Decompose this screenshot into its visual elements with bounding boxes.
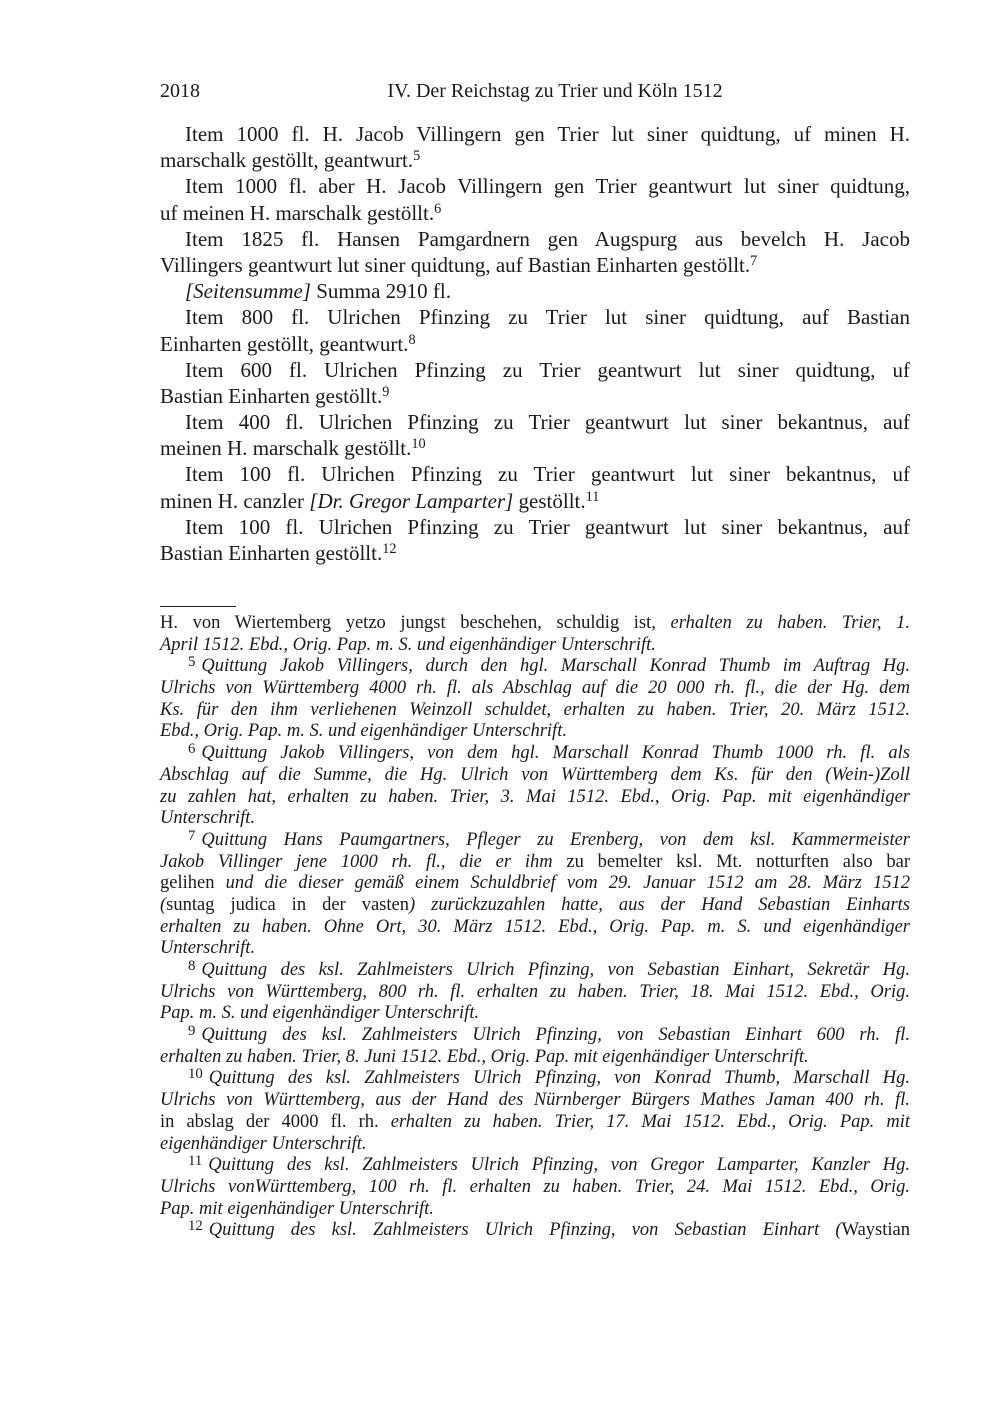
footnote [160, 1022, 910, 1068]
text: Item 1000 fl. aber H. Jacob Villingern gen Trier geantwurt lut siner quidtung, [185, 174, 910, 199]
italic-text: Ks. für den ihm verliehenen Weinzoll schuldet, erhalten zu haben. Trier, 20. März 1512. [160, 699, 910, 720]
text-line [160, 917, 910, 939]
text-line [160, 740, 910, 765]
text-line [160, 488, 910, 514]
footnote-reference: 7 [750, 252, 758, 269]
italic-text: Jakob Villinger jene 1000 rh. fl., die er ihm [160, 851, 553, 872]
footnote-rule [160, 606, 236, 607]
text-line [160, 873, 910, 895]
italic-text: zu zahlen hat, erhalten zu haben. Trier, 3. Mai 1512. Ebd., Orig. Pap. mit eigenhändiger [160, 786, 910, 807]
footnote [160, 1155, 910, 1220]
text-line [160, 1068, 910, 1090]
text: in abslag der 4000 fl. rh. [160, 1111, 391, 1132]
footnote [160, 656, 910, 743]
text-line [160, 226, 910, 252]
italic-text: erhalten zu haben. Trier, 17. Mai 1512. Ebd., Orig. Pap. mit [390, 1111, 910, 1132]
text: zu bemelter ksl. Mt. notturften also bar [552, 851, 910, 872]
footnote-reference: 10 [411, 436, 426, 453]
text-line [160, 200, 910, 226]
text: Waystian [841, 1220, 910, 1241]
italic-text: [Dr. Gregor Lamparter] [309, 488, 514, 513]
italic-text: eigenhändiger Unterschrift. [160, 1133, 367, 1154]
italic-text: erhalten zu haben. Trier, 8. Juni 1512. Ebd., Orig. Pap. mit eigenhändiger Unterschrift. [160, 1046, 809, 1067]
text-line [160, 957, 910, 982]
italic-text: Quittung Jakob Villingers, durch den hgl. Marschall Konrad Thumb im Auftrag Hg. [201, 656, 910, 677]
paragraph [160, 173, 910, 225]
text-line [160, 635, 910, 657]
footnote-number: 10 [188, 1066, 203, 1083]
paragraph [160, 357, 910, 409]
text-line [160, 1220, 910, 1242]
paragraph [160, 278, 910, 304]
italic-text: Abschlag auf die Summe, die Hg. Ulrich von Württemberg dem Ks. für den (Wein-)Zoll [160, 764, 910, 785]
text-line [160, 514, 910, 540]
italic-text: Quittung des ksl. Zahlmeisters Ulrich Pfinzing, von Sebastian Einhart ( [208, 1220, 842, 1241]
running-title: IV. Der Reichstag zu Trier und Köln 1512 [387, 80, 723, 102]
footnote-reference: 6 [434, 200, 442, 217]
italic-text: Pap. m. S. und eigenhändiger Unterschrift. [160, 1003, 480, 1024]
text: Summa 2910 fl. [310, 279, 451, 304]
text-line [160, 787, 910, 809]
text: Item 100 fl. Ulrichen Pfinzing zu Trier geantwurt lut siner bekantnus, uf [185, 462, 910, 487]
text-line [160, 613, 910, 635]
text-line [160, 1090, 910, 1112]
italic-text: Quittung Hans Paumgartners, Pfleger zu Erenberg, von dem ksl. Kammermeister [201, 829, 910, 850]
text-line [160, 656, 910, 678]
text: minen H. canzler [160, 488, 310, 513]
footnote-reference: 5 [413, 148, 421, 165]
footnote-number: 8 [188, 957, 196, 974]
text-line [160, 278, 910, 304]
paragraph [160, 409, 910, 461]
italic-text: Quittung des ksl. Zahlmeisters Ulrich Pfinzing, von Konrad Thumb, Marschall Hg. [208, 1068, 910, 1089]
text-line [160, 1155, 910, 1177]
text-line [160, 147, 910, 173]
paragraph [160, 226, 910, 278]
footnote-reference: 9 [382, 383, 390, 400]
text: Villingers geantwurt lut siner quidtung, auf Bastian Einharten gestöllt. [160, 252, 751, 277]
italic-text: Ulrichs vonWürttemberg, 100 rh. fl. erhalten zu haben. Trier, 24. Mai 1512. Ebd., Orig. [160, 1176, 910, 1197]
text: Item 600 fl. Ulrichen Pfinzing zu Trier geantwurt lut siner quidtung, uf [185, 357, 910, 382]
italic-text: Quittung Jakob Villingers, von dem hgl. Marschall Konrad Thumb 1000 rh. fl. als [201, 743, 910, 764]
text: Item 400 fl. Ulrichen Pfinzing zu Trier geantwurt lut siner bekantnus, auf [185, 410, 910, 435]
text: Item 1000 fl. H. Jacob Villingern gen Trier lut siner quidtung, uf minen H. [185, 122, 910, 146]
text: Einharten gestöllt, geantwurt. [160, 331, 409, 356]
text-line [160, 304, 910, 330]
text-line [160, 173, 910, 199]
text: gelihen [160, 873, 226, 894]
text: uf meinen H. marschalk gestöllt. [160, 200, 435, 225]
italic-text: Unterschrift. [160, 808, 256, 829]
italic-text: April 1512. Ebd., Orig. Pap. m. S. und eigenhändiger Unterschrift. [160, 634, 656, 655]
text: Item 800 fl. Ulrichen Pfinzing zu Trier lut siner quidtung, auf Bastian [185, 305, 910, 330]
text-line [160, 765, 910, 787]
footnotes [160, 613, 910, 1242]
text-line [160, 331, 910, 357]
text-line [160, 721, 910, 743]
text: Bastian Einharten gestöllt. [160, 541, 383, 565]
paragraph [160, 304, 910, 356]
text-line [160, 540, 910, 566]
text: Bastian Einharten gestöllt. [160, 383, 383, 408]
italic-text: Pap. mit eigenhändiger Unterschrift. [160, 1198, 434, 1219]
text-line [160, 252, 910, 278]
footnote-reference: 12 [382, 540, 397, 557]
italic-text: Unterschrift. [160, 938, 256, 959]
italic-text: [Seitensumme] [185, 279, 311, 304]
italic-text: erhalten zu haben. Ohne Ort, 30. März 1512. Ebd., Orig. Pap. m. S. und eigenhändiger [160, 916, 910, 937]
italic-text: Ebd., Orig. Pap. m. S. und eigenhändiger Unterschrift. [160, 721, 567, 742]
text-line [160, 121, 910, 147]
italic-text: Quittung des ksl. Zahlmeisters Ulrich Pfinzing, von Sebastian Einhart 600 rh. fl. [201, 1025, 910, 1046]
text-line [160, 1022, 910, 1047]
text-line [160, 678, 910, 700]
footnote-reference: 11 [585, 488, 600, 505]
italic-text: ( [160, 894, 167, 915]
main-text [160, 121, 910, 566]
text-line [160, 1177, 910, 1199]
footnote-number: 9 [188, 1022, 196, 1039]
footnote-number: 12 [188, 1218, 203, 1235]
text-line [160, 1134, 910, 1156]
italic-text: , erhalten zu haben. Trier, 1. [651, 613, 910, 633]
text-line [160, 895, 910, 917]
footnote [160, 1220, 910, 1242]
text: marschalk gestöllt, geantwurt. [160, 148, 414, 173]
text-line [160, 1112, 910, 1134]
italic-text: Ulrichs von Württemberg 4000 rh. fl. als Abschlag auf die 20 000 rh. fl., die der Hg. dem [160, 678, 910, 699]
italic-text: Quittung des ksl. Zahlmeisters Ulrich Pfinzing, von Gregor Lamparter, Kanzler Hg. [208, 1155, 910, 1176]
footnote-number: 11 [188, 1153, 203, 1170]
text-line [160, 461, 910, 487]
text: gestöllt. [513, 488, 586, 513]
text-line [160, 383, 910, 409]
footnote-reference: 8 [408, 331, 416, 348]
text-line [160, 827, 910, 852]
paragraph [160, 514, 910, 566]
footnote [160, 740, 910, 830]
italic-text: Ulrichs von Württemberg, 800 rh. fl. erhalten zu haben. Trier, 18. Mai 1512. Ebd., Orig. [160, 981, 910, 1002]
footnote [160, 957, 910, 1025]
footnote [160, 827, 911, 960]
italic-text: Quittung des ksl. Zahlmeisters Ulrich Pfinzing, von Sebastian Einhart, Sekretär Hg. [201, 960, 910, 980]
page-number: 2018 [160, 80, 200, 102]
italic-text: und die dieser gemäß einem Schuldbrief vom 29. Januar 1512 am 28. März 1512 [225, 873, 911, 894]
text-line [160, 435, 910, 461]
text-line [160, 1199, 910, 1221]
footnote-number: 5 [188, 654, 196, 671]
italic-text: ) zurückzuzahlen hatte, aus der Hand Sebastian Einharts [408, 894, 910, 915]
text-line [160, 409, 910, 435]
paragraph [160, 121, 910, 173]
text-line [160, 1003, 910, 1025]
text-line [160, 357, 910, 383]
footnote [160, 1068, 910, 1155]
text-line [160, 938, 910, 960]
footnote-number: 6 [188, 740, 196, 757]
text: suntag judica in der vasten [166, 894, 409, 915]
running-header [160, 80, 910, 106]
text-line [160, 982, 910, 1004]
footnote-number: 7 [188, 827, 196, 844]
text: Item 1825 fl. Hansen Pamgardnern gen Augspurg aus bevelch H. Jacob [185, 226, 910, 251]
text: meinen H. marschalk gestöllt. [160, 436, 412, 461]
text: Item 100 fl. Ulrichen Pfinzing zu Trier geantwurt lut siner bekantnus, auf [185, 514, 910, 539]
text-line [160, 1047, 910, 1069]
text-line [160, 700, 910, 722]
paragraph [160, 461, 910, 513]
text-line [160, 852, 910, 874]
italic-text: Ulrichs von Württemberg, aus der Hand des Nürnberger Bürgers Mathes Jaman 400 rh. fl. [160, 1090, 910, 1111]
text-line [160, 808, 910, 830]
text: H. von Wiertemberg yetzo jungst beschehen, schuldig ist [160, 613, 652, 633]
footnote [160, 613, 910, 656]
